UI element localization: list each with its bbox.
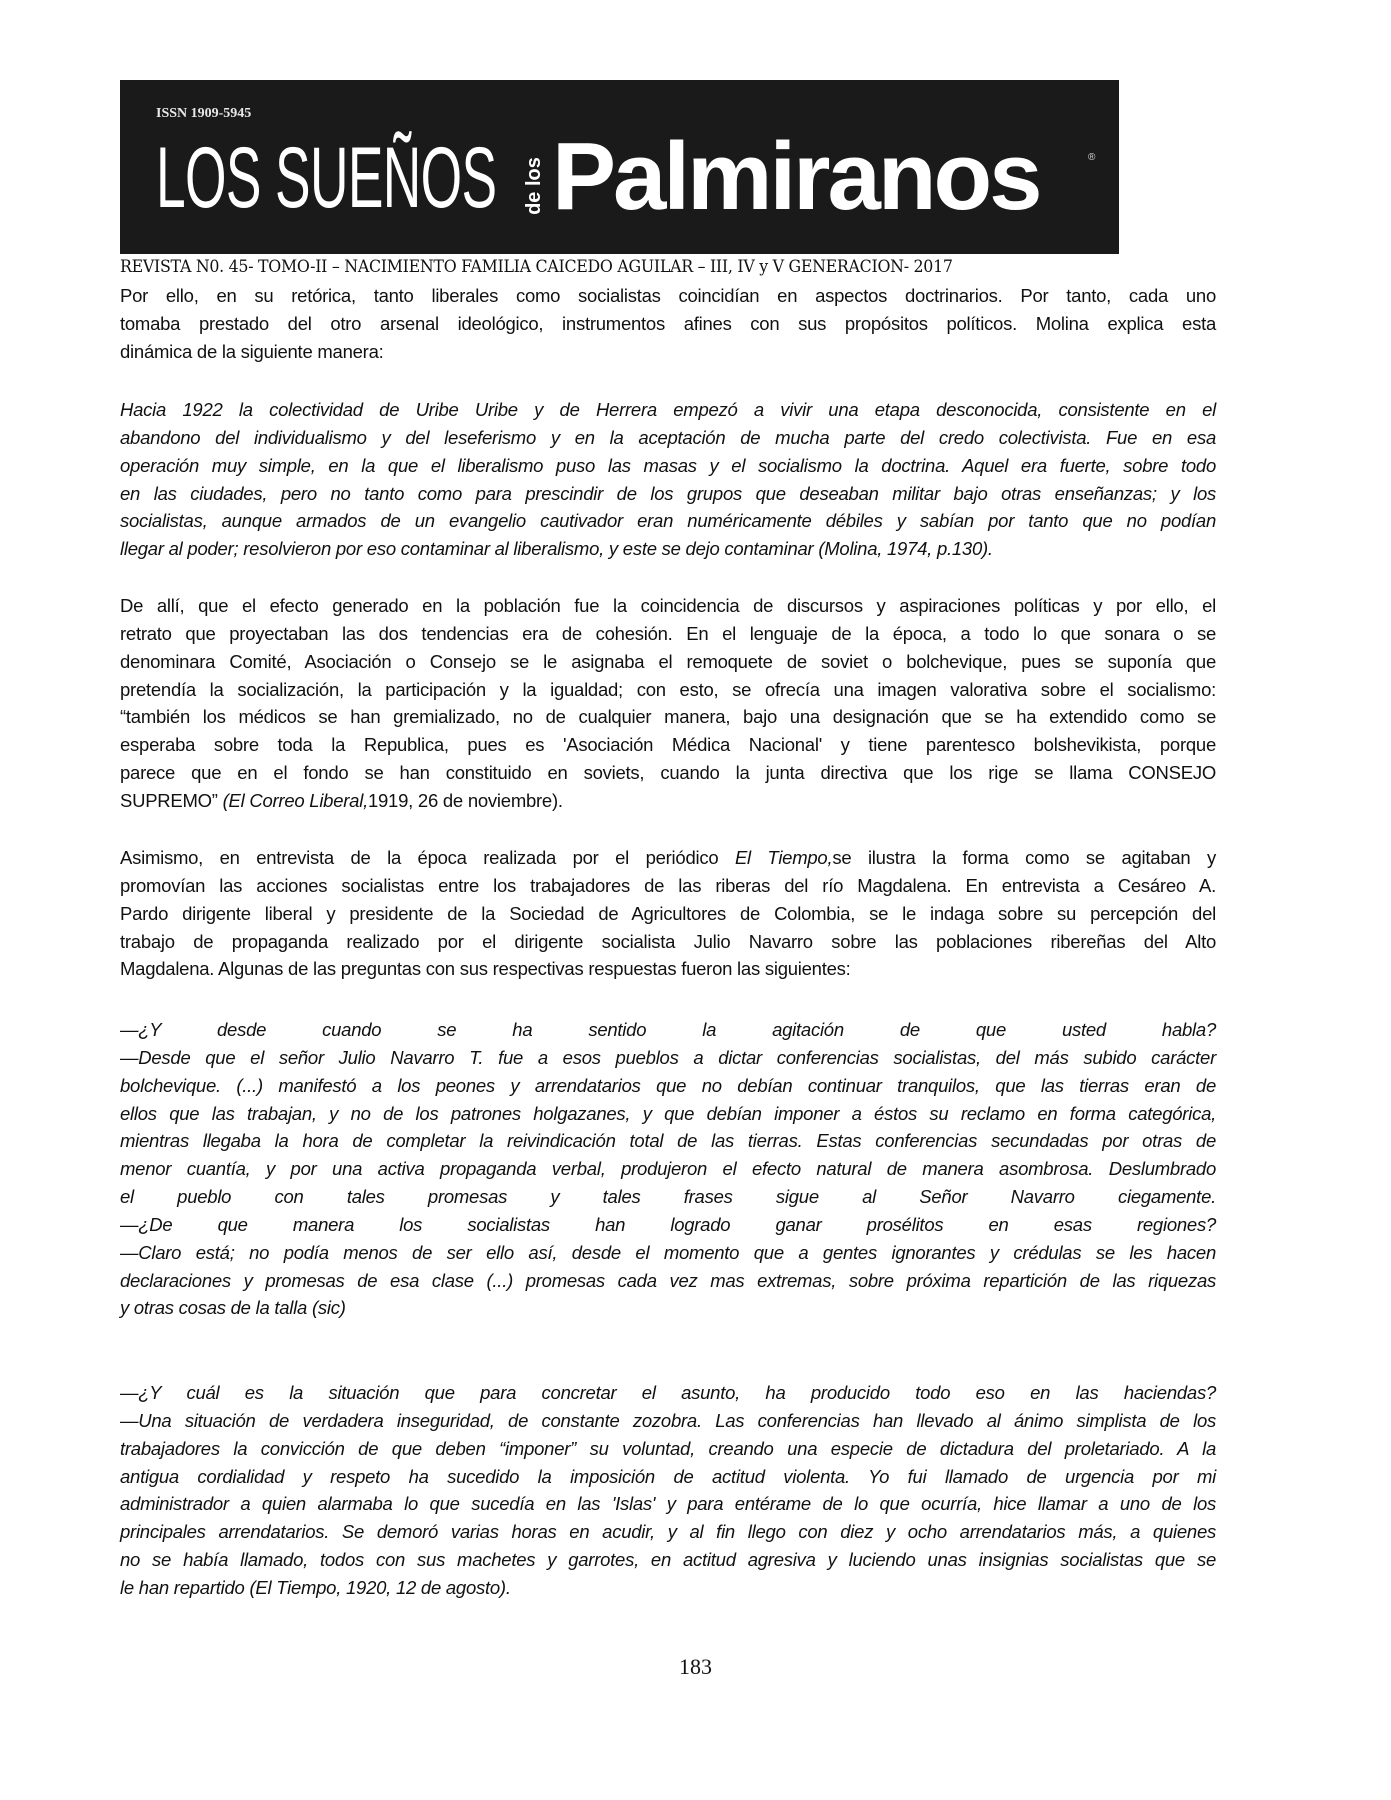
text-line: dinámica de la siguiente manera: (120, 340, 384, 362)
text-line: —¿De que manera los socialistas han logrado ganar prosélitos en esas regiones? (120, 1213, 1216, 1235)
interview-block-2 (120, 1379, 1216, 1602)
text-segment: SUPREMO” (120, 789, 223, 811)
text-line: Hacia 1922 la colectividad de Uribe Uribe y de Herrera empezó a vivir una etapa desconocida, consistente en el (120, 399, 1216, 420)
italic-citation: El Tiempo, (734, 847, 833, 868)
page-number: 183 (679, 1654, 712, 1679)
text-line: esperaba sobre toda la Republica, pues es 'Asociación Médica Nacional' y tiene parentesco bolshevikista, porque (120, 734, 1216, 756)
text-line: —Una situación de verdadera inseguridad, de constante zozobra. Las conferencias han llevado al ánimo simplista de los (120, 1409, 1216, 1431)
text-line: trabajadores la convicción de que deben “imponer” su voluntad, creando una especie de dictadura del proletariado. A la (120, 1437, 1216, 1459)
text-line: trabajo de propaganda realizado por el dirigente socialista Julio Navarro sobre las poblaciones ribereñas del Alto (120, 930, 1216, 952)
text-line: —¿Y desde cuando se ha sentido la agitación de que usted habla? (120, 1019, 1216, 1040)
text-segment: Asimismo, en entrevista de la época realizada por el periódico (120, 847, 735, 868)
block-quote-molina (120, 396, 1216, 563)
running-head: REVISTA N0. 45- TOMO-II – NACIMIENTO FAMILIA CAICEDO AGUILAR – III, IV y V GENERACION- 2017 (120, 257, 953, 277)
text-line: declaraciones y promesas de esa clase (...) promesas cada vez mas extremas, sobre próxima repartición de las riquezas (120, 1269, 1216, 1291)
text-line: mientras llegaba la hora de completar la reivindicación total de las tierras. Estas conferencias secundadas por otras de (120, 1130, 1216, 1152)
text-line: retrato que proyectaban las dos tendencias era de cohesión. En el lenguaje de la época, a todo lo que sonara o se (120, 622, 1216, 644)
interview-block-1 (120, 1016, 1216, 1322)
registered-mark: ® (1088, 152, 1096, 163)
text-line: tomaba prestado del otro arsenal ideológico, instrumentos afines con sus propósitos políticos. Molina explica esta (120, 312, 1216, 334)
text-line: socialistas, aunque armados de un evangelio cautivador eran numéricamente débiles y sabían por tanto que no podían (120, 510, 1216, 532)
text-line: denominara Comité, Asociación o Consejo se le asignaba el remoquete de soviet o bolchevique, pues se suponía que (120, 650, 1216, 672)
text-line: —Desde que el señor Julio Navarro T. fue a esos pueblos a dictar conferencias socialistas, del más subido carácter (120, 1046, 1216, 1068)
text-line: principales arrendatarios. Se demoró varias horas en acudir, y al fin llego con diez y ocho arrendatarios más, a quienes (120, 1521, 1216, 1543)
paragraph-soviet (120, 592, 1216, 815)
issn-label: ISSN 1909-5945 (156, 106, 252, 121)
text-line: Magdalena. Algunas de las preguntas con sus respectivas respuestas fueron las siguientes: (120, 958, 851, 980)
text-line: Pardo dirigente liberal y presidente de la Sociedad de Agricultores de Colombia, se le indaga sobre su percepción del (120, 902, 1216, 924)
text-line: le han repartido (El Tiempo, 1920, 12 de agosto). (120, 1576, 511, 1598)
text-line: —¿Y cuál es la situación que para concretar el asunto, ha producido todo eso en las haciendas? (120, 1382, 1216, 1403)
masthead-banner (120, 80, 1119, 254)
text-line: antigua cordialidad y respeto ha sucedido la imposición de actitud violenta. Yo fui llamado de urgencia por mi (120, 1465, 1216, 1487)
text-segment: 1919, 26 de noviembre). (367, 789, 563, 811)
text-line: operación muy simple, en la que el liberalismo puso las masas y el socialismo la doctrina. Aquel era fuerte, sobre todo (120, 454, 1216, 476)
paragraph-el-tiempo (120, 844, 1216, 983)
text-line: “también los médicos se han gremializado, no de cualquier manera, bajo una designación que se ha extendido como se (120, 706, 1216, 728)
paragraph-intro (120, 282, 1216, 366)
text-line: Por ello, en su retórica, tanto liberales como socialistas coincidían en aspectos doctrinarios. Por tanto, cada uno (120, 285, 1216, 306)
text-line: parece que en el fondo se han constituido en soviets, cuando la junta directiva que los rige se llama CONSEJO (120, 762, 1216, 784)
text-segment: se ilustra la forma como se agitaban y (832, 847, 1216, 868)
text-line: llegar al poder; resolvieron por eso contaminar al liberalismo, y este se dejo contaminar (Molina, 1974, p.130). (120, 538, 993, 560)
text-line: no se había llamado, todos con sus machetes y garrotes, en actitud agresiva y luciendo unas insignias socialistas que se (120, 1549, 1216, 1571)
masthead-title-small: de los (523, 157, 545, 215)
masthead-title-right: Palmiranos (552, 123, 1040, 230)
text-line: el pueblo con tales promesas y tales frases sigue al Señor Navarro ciegamente. (120, 1186, 1216, 1208)
text-line: —Claro está; no podía menos de ser ello así, desde el momento que a gentes ignorantes y crédulas se les hacen (120, 1241, 1216, 1263)
text-line: en las ciudades, pero no tanto como para prescindir de los grupos que deseaban militar bajo otras enseñanzas; y los (120, 482, 1216, 504)
text-line: pretendía la socialización, la participación y la igualdad; con esto, se ofrecía una imagen valorativa sobre el socialismo: (120, 678, 1216, 700)
text-line: y otras cosas de la talla (sic) (120, 1297, 346, 1319)
text-line (120, 787, 1216, 815)
text-line: De allí, que el efecto generado en la población fue la coincidencia de discursos y aspiraciones políticas y por ello, el (120, 595, 1216, 616)
text-line: administrador a quien alarmaba lo que sucedía en las 'Islas' y para entérame de lo que ocurría, hice llamar a uno de los (120, 1493, 1216, 1515)
italic-citation: (El Correo Liberal, (222, 789, 368, 811)
text-line (120, 844, 1216, 872)
text-line: abandono del individualismo y del leseferismo y en la aceptación de mucha parte del credo colectivista. Fue en esa (120, 426, 1216, 448)
masthead-title-left: LOS SUEÑOS (156, 130, 497, 226)
text-line: promovían las acciones socialistas entre los trabajadores de las riberas del río Magdalena. En entrevista a Cesáreo A. (120, 874, 1216, 896)
text-line: menor cuantía, y por una activa propaganda verbal, produjeron el efecto natural de manera asombrosa. Deslumbrado (120, 1158, 1216, 1180)
text-line: ellos que las trabajan, y no de los patrones holgazanes, y que debían imponer a éstos su reclamo en forma categórica, (120, 1102, 1216, 1124)
text-line: bolchevique. (...) manifestó a los peones y arrendatarios que no debían continuar tranquilos, que las tierras eran de (120, 1074, 1216, 1096)
